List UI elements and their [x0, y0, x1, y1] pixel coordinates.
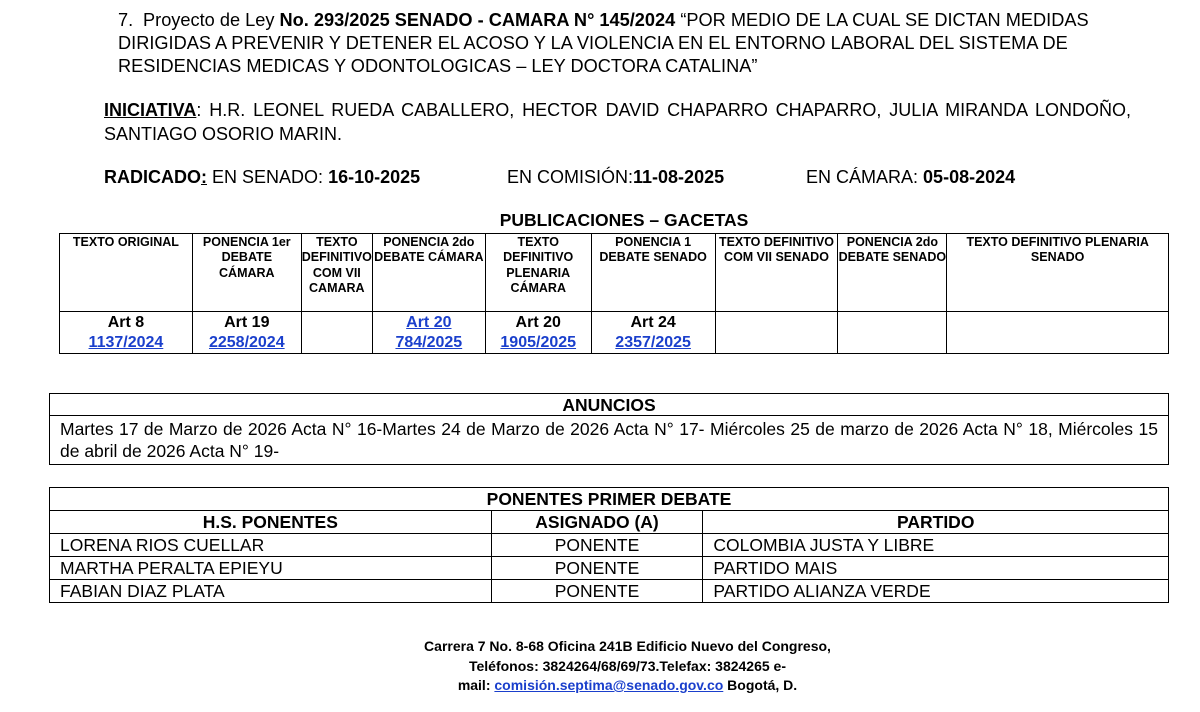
rapporteur-role: PONENTE	[491, 534, 703, 557]
rapporteurs-title: PONENTES PRIMER DEBATE	[50, 488, 1169, 511]
filed-commission	[507, 166, 724, 188]
initiative-colon: :	[196, 100, 202, 120]
initiative-label: INICIATIVA	[104, 100, 197, 120]
pub-header: PONENCIA 2do DEBATE CÁMARA	[372, 234, 485, 312]
bill-heading	[118, 9, 1148, 78]
item-number: 7.	[118, 10, 134, 30]
pub-article-link[interactable]: Art 20	[406, 314, 452, 331]
gazette-link[interactable]: 2258/2024	[208, 334, 285, 351]
publications-table	[59, 233, 1169, 354]
pub-header: PONENCIA 1er DEBATE CÁMARA	[192, 234, 301, 312]
footer-city: Bogotá, D.	[727, 677, 798, 693]
rapporteur-party: PARTIDO ALIANZA VERDE	[703, 580, 1169, 603]
rapporteur-name: MARTHA PERALTA EPIEYU	[50, 557, 492, 580]
column-header: PARTIDO	[703, 511, 1169, 534]
publications-data-row	[60, 312, 1169, 354]
pub-cell	[485, 312, 591, 354]
footer-line-3	[0, 676, 1200, 696]
gazette-link[interactable]: 1137/2024	[88, 334, 164, 351]
footer-line-1: Carrera 7 No. 8-68 Oficina 241B Edificio Nuevo del Congreso,	[424, 638, 831, 654]
footer-line-2: Teléfonos: 3824264/68/69/73.Telefax: 3824265 e-	[468, 657, 786, 674]
rapporteur-party: COLOMBIA JUSTA Y LIBRE	[703, 534, 1169, 557]
rapporteur-name: FABIAN DIAZ PLATA	[50, 580, 492, 603]
pub-cell	[301, 312, 372, 354]
filed-colon: :	[201, 167, 207, 187]
email-link[interactable]: comisión.septima@senado.gov.co	[494, 677, 724, 693]
pub-cell	[372, 312, 485, 354]
footer-address	[0, 637, 1200, 696]
column-header: H.S. PONENTES	[50, 511, 492, 534]
pub-cell	[947, 312, 1169, 354]
pub-cell	[591, 312, 715, 354]
pub-article: Art 8	[107, 314, 145, 331]
filed-label: RADICADO	[104, 167, 201, 187]
filed-senate-label: EN SENADO:	[212, 167, 324, 187]
rapporteur-party: PARTIDO MAIS	[703, 557, 1169, 580]
table-row	[50, 557, 1169, 580]
table-row	[50, 580, 1169, 603]
rapporteurs-header-row	[50, 511, 1169, 534]
pub-article: Art 20	[515, 314, 561, 331]
filed-chamber-date: 05-08-2024	[923, 167, 1016, 187]
pub-header: TEXTO DEFINITIVO PLENARIA SENADO	[947, 234, 1169, 312]
gazette-link[interactable]: 2357/2025	[615, 334, 691, 351]
filed-label-group	[104, 166, 420, 188]
publications-title: PUBLICACIONES – GACETAS	[499, 210, 749, 230]
filed-senate-date: 16-10-2025	[328, 167, 421, 187]
pub-header: PONENCIA 2do DEBATE SENADO	[838, 234, 947, 312]
pub-header: TEXTO ORIGINAL	[60, 234, 193, 312]
rapporteurs-table	[49, 487, 1169, 603]
filed-chamber-label: EN CÁMARA:	[806, 167, 919, 187]
bill-prefix: Proyecto de Ley	[143, 10, 275, 30]
initiative	[104, 98, 1131, 146]
mail-label: mail:	[457, 677, 491, 693]
pub-header: PONENCIA 1 DEBATE SENADO	[591, 234, 715, 312]
gazette-link[interactable]: 1905/2025	[500, 334, 577, 351]
initiative-authors: H.R. LEONEL RUEDA CABALLERO, HECTOR DAVID CHAPARRO CHAPARRO, JULIA MIRANDA LONDOÑO, SANTIAGO OSORIO MARIN.	[104, 100, 1131, 144]
pub-cell	[715, 312, 838, 354]
announcements-table	[49, 393, 1169, 465]
filed-commission-label: EN COMISIÓN:	[507, 167, 634, 187]
pub-article: Art 24	[630, 314, 676, 331]
announcements-title: ANUNCIOS	[50, 394, 1169, 416]
pub-cell	[60, 312, 193, 354]
filed-commission-date: 11-08-2025	[633, 167, 725, 187]
gazette-link[interactable]: 784/2025	[395, 334, 463, 351]
pub-header: TEXTO DEFINITIVO COM VII SENADO	[715, 234, 838, 312]
column-header: ASIGNADO (A)	[491, 511, 703, 534]
pub-header: TEXTO DEFINITIVO PLENARIA CÁMARA	[485, 234, 591, 312]
pub-cell	[838, 312, 947, 354]
pub-cell	[192, 312, 301, 354]
rapporteur-role: PONENTE	[491, 580, 703, 603]
bill-number: No. 293/2025 SENADO - CAMARA N° 145/2024	[279, 10, 676, 30]
pub-header: TEXTO DEFINITIVO COM VII CAMARA	[301, 234, 372, 312]
publications-header-row	[60, 234, 1169, 312]
announcements-text: Martes 17 de Marzo de 2026 Acta N° 16-Martes 24 de Marzo de 2026 Acta N° 17- Miércoles 25 de marzo de 2026 Acta N° 18, Miércoles 15 de abril de 2026 Acta N° 19-	[50, 416, 1169, 465]
pub-article: Art 19	[224, 314, 270, 331]
table-row	[50, 534, 1169, 557]
rapporteur-name: LORENA RIOS CUELLAR	[50, 534, 492, 557]
rapporteur-role: PONENTE	[491, 557, 703, 580]
filed-chamber	[806, 166, 1015, 188]
bill-subject: “POR MEDIO DE LA CUAL SE DICTAN MEDIDAS DIRIGIDAS A PREVENIR Y DETENER EL ACOSO Y LA VIOLENCIA EN EL ENTORNO LABORAL DEL SISTEMA DE RESIDENCIAS MEDICAS Y ODONTOLOGICAS – LEY DOCTORA CATALINA”	[118, 10, 1089, 76]
